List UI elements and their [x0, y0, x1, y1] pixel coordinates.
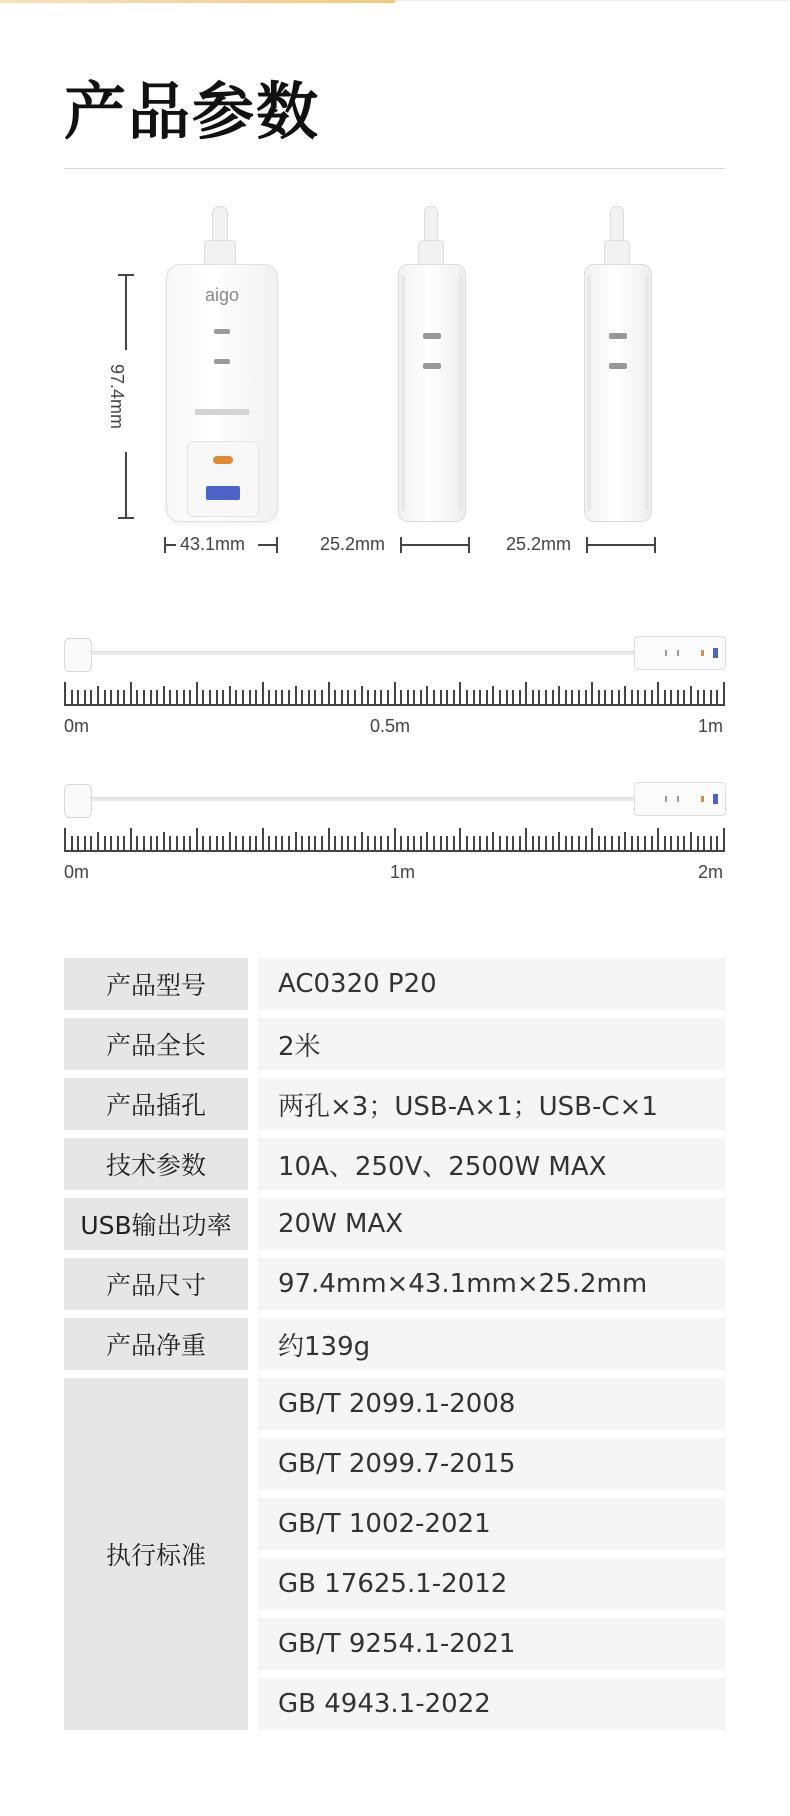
socket-slot	[609, 333, 627, 339]
depth-dim-line-1	[400, 544, 470, 546]
ruler-tick	[235, 836, 237, 852]
width-dim-cap-right	[276, 537, 278, 553]
ruler-tick	[196, 682, 198, 706]
ruler-tick	[380, 690, 382, 706]
ruler-tick	[492, 686, 494, 706]
ruler-tick	[136, 836, 138, 852]
ruler-tick	[571, 836, 573, 852]
spec-key: 产品型号	[64, 958, 248, 1010]
power-strip	[634, 782, 726, 816]
depth-dimension-label-2: 25.2mm	[506, 534, 572, 554]
top-accent-bar	[0, 0, 395, 3]
ruler-tick	[512, 690, 514, 706]
standard-value: GB/T 1002-2021	[258, 1498, 725, 1550]
ruler-tick	[631, 690, 633, 706]
ruler-tick	[473, 690, 475, 706]
ruler-tick	[104, 690, 106, 706]
ruler-tick	[598, 690, 600, 706]
ruler-tick	[110, 690, 112, 706]
ruler-tick	[176, 836, 178, 852]
title-divider	[64, 168, 725, 169]
ruler-tick	[585, 690, 587, 706]
ruler-tick	[697, 690, 699, 706]
spec-key: 技术参数	[64, 1138, 248, 1190]
ruler-tick	[209, 690, 211, 706]
height-dim-line-bottom	[125, 452, 127, 518]
depth-dim-cap-right-2	[654, 537, 656, 553]
ruler-tick	[611, 836, 613, 852]
ruler-tick	[492, 832, 494, 852]
ruler-tick	[77, 690, 79, 706]
ruler-tick	[321, 836, 323, 852]
ruler-tick	[723, 828, 725, 852]
ruler-tick	[242, 836, 244, 852]
socket-slot	[665, 796, 667, 802]
ruler-tick	[506, 836, 508, 852]
ruler-tick	[446, 836, 448, 852]
cable	[90, 797, 700, 801]
ruler-tick	[690, 832, 692, 852]
ruler-tick	[690, 686, 692, 706]
ruler-tick	[565, 690, 567, 706]
ruler-tick	[216, 836, 218, 852]
spec-key: 产品插孔	[64, 1078, 248, 1130]
ruler-tick	[314, 836, 316, 852]
ruler-tick	[651, 836, 653, 852]
ruler-tick	[611, 690, 613, 706]
ruler-tick	[670, 836, 672, 852]
ruler-tick	[169, 836, 171, 852]
ruler-tick	[538, 836, 540, 852]
standard-value: GB/T 9254.1-2021	[258, 1618, 725, 1670]
spec-row-electrical	[64, 1138, 725, 1190]
ruler-tick	[426, 686, 428, 706]
ruler-tick	[249, 690, 251, 706]
ruler-tick	[71, 690, 73, 706]
ruler-tick	[347, 690, 349, 706]
brand-logo: aigo	[204, 285, 240, 305]
ruler-tick	[459, 828, 461, 852]
ruler-tick	[361, 686, 363, 706]
ruler-tick	[585, 836, 587, 852]
ruler-tick	[156, 836, 158, 852]
ruler-tick	[268, 690, 270, 706]
ruler-tick	[354, 836, 356, 852]
ruler-tick	[552, 690, 554, 706]
ruler-tick	[301, 836, 303, 852]
depth-dimension-label-1: 25.2mm	[320, 534, 386, 554]
cable-length-2m	[64, 780, 725, 890]
side-view-2-body	[584, 264, 652, 522]
socket-slot	[677, 796, 679, 802]
spec-value: 20W MAX	[258, 1198, 725, 1250]
ruler-tick	[413, 690, 415, 706]
ruler-tick	[591, 828, 593, 852]
socket-slot	[609, 363, 627, 369]
ruler-tick	[394, 828, 396, 852]
ruler-tick	[394, 682, 396, 706]
usb-c-port	[701, 796, 704, 802]
ruler-tick	[361, 832, 363, 852]
usb-a-port	[713, 794, 718, 804]
ruler-tick	[374, 690, 376, 706]
usb-port-panel	[187, 441, 259, 517]
ruler-tick	[90, 690, 92, 706]
ruler-tick	[347, 836, 349, 852]
side-view-1-body	[398, 264, 466, 522]
spec-key: 产品净重	[64, 1318, 248, 1370]
spec-value: 两孔×3；USB-A×1；USB-C×1	[258, 1078, 725, 1130]
ruler-tick	[255, 836, 257, 852]
socket-slot	[423, 363, 441, 369]
spec-row-sockets	[64, 1078, 725, 1130]
ruler-tick	[163, 832, 165, 852]
ruler-tick	[281, 836, 283, 852]
ruler-tick	[123, 836, 125, 852]
ruler-tick	[308, 690, 310, 706]
ruler-tick	[110, 836, 112, 852]
ruler-tick	[644, 836, 646, 852]
ruler-tick	[354, 690, 356, 706]
spec-row-dimensions	[64, 1258, 725, 1310]
page-title: 产品参数	[64, 75, 321, 148]
standard-value: GB 17625.1-2012	[258, 1558, 725, 1610]
ruler-tick	[255, 690, 257, 706]
ruler-tick	[499, 836, 501, 852]
ruler-tick	[117, 690, 119, 706]
depth-dim-line-2	[586, 544, 656, 546]
ruler-tick	[117, 836, 119, 852]
ruler-tick	[532, 690, 534, 706]
ruler-tick	[677, 836, 679, 852]
ruler-tick	[604, 690, 606, 706]
ruler-tick	[446, 690, 448, 706]
ruler-tick	[670, 690, 672, 706]
ruler-tick	[413, 836, 415, 852]
usb-a-port	[713, 648, 718, 658]
ruler-tick	[288, 836, 290, 852]
ruler-tick	[716, 836, 718, 852]
ruler-tick	[176, 690, 178, 706]
ruler-tick	[631, 836, 633, 852]
ruler-tick	[697, 836, 699, 852]
ruler-tick	[651, 690, 653, 706]
ruler-tick	[229, 686, 231, 706]
ruler-tick	[130, 828, 132, 852]
ruler-tick	[657, 828, 659, 852]
ruler-tick	[262, 828, 264, 852]
ruler-tick	[604, 836, 606, 852]
ruler-tick	[328, 828, 330, 852]
ruler-tick	[506, 690, 508, 706]
height-dim-line-top	[125, 274, 127, 350]
ruler-tick	[183, 690, 185, 706]
ruler-label-start: 0m	[64, 716, 90, 736]
ruler-tick	[209, 836, 211, 852]
ruler-tick	[104, 836, 106, 852]
ruler-tick	[578, 836, 580, 852]
ruler-tick	[519, 836, 521, 852]
spec-value: 97.4mm×43.1mm×25.2mm	[258, 1258, 725, 1310]
ruler-tick	[466, 690, 468, 706]
ruler-tick	[222, 836, 224, 852]
ruler-tick	[156, 690, 158, 706]
ruler-tick	[512, 836, 514, 852]
ruler-tick	[301, 690, 303, 706]
ruler-tick	[328, 682, 330, 706]
depth-dim-cap-right-1	[468, 537, 470, 553]
ruler-tick	[479, 836, 481, 852]
ruler-tick	[552, 836, 554, 852]
ruler-tick	[486, 690, 488, 706]
product-views	[0, 200, 790, 570]
height-dim-cap-bottom	[118, 517, 134, 519]
side-rail	[587, 275, 591, 511]
ruler-tick	[150, 690, 152, 706]
ruler-tick	[387, 690, 389, 706]
ruler-tick	[97, 832, 99, 852]
ruler-tick	[321, 690, 323, 706]
ruler-tick	[440, 690, 442, 706]
ruler-tick	[281, 690, 283, 706]
ruler-tick	[420, 836, 422, 852]
socket-slot	[665, 650, 667, 656]
spec-row-usb-power	[64, 1198, 725, 1250]
height-dimension-label: 97.4mm	[107, 363, 128, 430]
ruler-tick	[657, 682, 659, 706]
ruler-tick	[334, 690, 336, 706]
ruler-tick	[77, 836, 79, 852]
ruler-tick	[400, 836, 402, 852]
spec-row-model	[64, 958, 725, 1010]
ruler-tick	[499, 690, 501, 706]
socket-slot	[677, 650, 679, 656]
ruler-tick	[235, 690, 237, 706]
ruler-tick	[420, 690, 422, 706]
ruler-tick	[97, 686, 99, 706]
ruler-tick	[453, 836, 455, 852]
ruler-label-start: 0m	[64, 862, 90, 882]
ruler-tick	[189, 836, 191, 852]
usb-a-port	[206, 486, 240, 500]
ruler-tick	[433, 690, 435, 706]
ruler-tick	[723, 682, 725, 706]
ruler-tick	[64, 682, 66, 706]
ruler-tick	[565, 836, 567, 852]
spec-value: 约139g	[258, 1318, 725, 1370]
ruler-label-end: 1m	[698, 716, 724, 736]
ruler-tick	[136, 690, 138, 706]
ruler-tick	[683, 836, 685, 852]
ruler-tick	[268, 836, 270, 852]
ruler-tick	[314, 690, 316, 706]
ruler-tick	[84, 690, 86, 706]
ruler-tick	[545, 690, 547, 706]
ruler-tick	[189, 690, 191, 706]
ruler-tick	[387, 836, 389, 852]
spec-row-weight	[64, 1318, 725, 1370]
plug-head	[64, 784, 92, 818]
cable	[90, 651, 700, 655]
ruler-tick	[202, 836, 204, 852]
ruler-tick	[453, 690, 455, 706]
ruler-tick	[716, 690, 718, 706]
ruler-tick	[591, 682, 593, 706]
socket-slot	[214, 329, 230, 334]
ruler-tick	[374, 836, 376, 852]
ruler-tick	[433, 836, 435, 852]
spec-value: 10A、250V、2500W MAX	[258, 1138, 725, 1190]
spec-key: USB输出功率	[64, 1198, 248, 1250]
side-rail	[459, 275, 463, 511]
standard-value: GB 4943.1-2022	[258, 1678, 725, 1730]
ruler-tick	[545, 836, 547, 852]
spec-key: 执行标准	[64, 1378, 248, 1730]
usb-c-port	[701, 650, 704, 656]
spec-value: AC0320 P20	[258, 958, 725, 1010]
ruler-tick	[637, 690, 639, 706]
ruler-tick	[275, 690, 277, 706]
ruler-tick	[380, 836, 382, 852]
ruler-tick	[334, 836, 336, 852]
ruler-tick	[71, 836, 73, 852]
ruler-tick	[459, 682, 461, 706]
ruler-tick	[169, 690, 171, 706]
power-strip	[634, 636, 726, 670]
ruler-tick	[222, 690, 224, 706]
ruler-tick	[196, 828, 198, 852]
ruler-tick	[519, 690, 521, 706]
ruler	[64, 828, 725, 852]
ruler-tick	[525, 682, 527, 706]
ruler-label-end: 2m	[698, 862, 724, 882]
standard-value: GB/T 2099.7-2015	[258, 1438, 725, 1490]
ruler-tick	[216, 690, 218, 706]
front-view-body	[166, 264, 278, 522]
ruler-tick	[130, 682, 132, 706]
ruler-tick	[703, 690, 705, 706]
socket-slot	[214, 359, 230, 364]
spec-row-length	[64, 1018, 725, 1070]
ruler	[64, 682, 725, 706]
ruler-tick	[183, 836, 185, 852]
side-rail	[645, 275, 649, 511]
usb-c-port	[213, 456, 233, 464]
ruler-tick	[143, 836, 145, 852]
spec-row-standards	[64, 1378, 725, 1730]
ruler-tick	[479, 690, 481, 706]
ruler-tick	[242, 690, 244, 706]
ruler-tick	[84, 836, 86, 852]
ruler-tick	[618, 690, 620, 706]
width-dimension-label: 43.1mm	[180, 534, 246, 554]
ruler-tick	[202, 690, 204, 706]
ruler-tick	[710, 690, 712, 706]
ruler-tick	[163, 686, 165, 706]
printed-label	[195, 409, 249, 415]
ruler-tick	[624, 832, 626, 852]
ruler-tick	[262, 682, 264, 706]
spec-value: 2米	[258, 1018, 725, 1070]
plug-head	[64, 638, 92, 672]
spec-key: 产品尺寸	[64, 1258, 248, 1310]
ruler-tick	[664, 690, 666, 706]
ruler-tick	[624, 686, 626, 706]
ruler-tick	[143, 690, 145, 706]
ruler-tick	[618, 836, 620, 852]
ruler-tick	[558, 832, 560, 852]
ruler-tick	[229, 832, 231, 852]
ruler-tick	[295, 686, 297, 706]
ruler-tick	[64, 828, 66, 852]
ruler-tick	[486, 836, 488, 852]
width-dim-line-right	[258, 544, 276, 546]
top-divider	[395, 0, 790, 1]
socket-slot	[423, 333, 441, 339]
ruler-tick	[295, 832, 297, 852]
width-dim-line-left	[164, 544, 176, 546]
ruler-tick	[644, 690, 646, 706]
ruler-tick	[90, 836, 92, 852]
ruler-tick	[677, 690, 679, 706]
cable-length-1m	[64, 634, 725, 744]
ruler-tick	[249, 836, 251, 852]
ruler-tick	[466, 836, 468, 852]
ruler-tick	[367, 690, 369, 706]
ruler-tick	[710, 836, 712, 852]
ruler-tick	[288, 690, 290, 706]
ruler-tick	[525, 828, 527, 852]
ruler-tick	[407, 836, 409, 852]
ruler-tick	[440, 836, 442, 852]
ruler-tick	[426, 832, 428, 852]
ruler-tick	[123, 690, 125, 706]
ruler-tick	[578, 690, 580, 706]
ruler-tick	[400, 690, 402, 706]
ruler-tick	[275, 836, 277, 852]
ruler-tick	[341, 836, 343, 852]
ruler-tick	[538, 690, 540, 706]
ruler-tick	[703, 836, 705, 852]
ruler-tick	[341, 690, 343, 706]
ruler-label-mid: 0.5m	[370, 716, 411, 736]
ruler-tick	[683, 690, 685, 706]
standard-value: GB/T 2099.1-2008	[258, 1378, 725, 1430]
ruler-label-mid: 1m	[390, 862, 416, 882]
spec-key: 产品全长	[64, 1018, 248, 1070]
ruler-tick	[473, 836, 475, 852]
side-rail	[401, 275, 405, 511]
ruler-tick	[367, 836, 369, 852]
ruler-tick	[532, 836, 534, 852]
ruler-tick	[308, 836, 310, 852]
ruler-tick	[664, 836, 666, 852]
ruler-tick	[571, 690, 573, 706]
ruler-tick	[598, 836, 600, 852]
ruler-tick	[407, 690, 409, 706]
ruler-tick	[150, 836, 152, 852]
ruler-tick	[637, 836, 639, 852]
ruler-tick	[558, 686, 560, 706]
